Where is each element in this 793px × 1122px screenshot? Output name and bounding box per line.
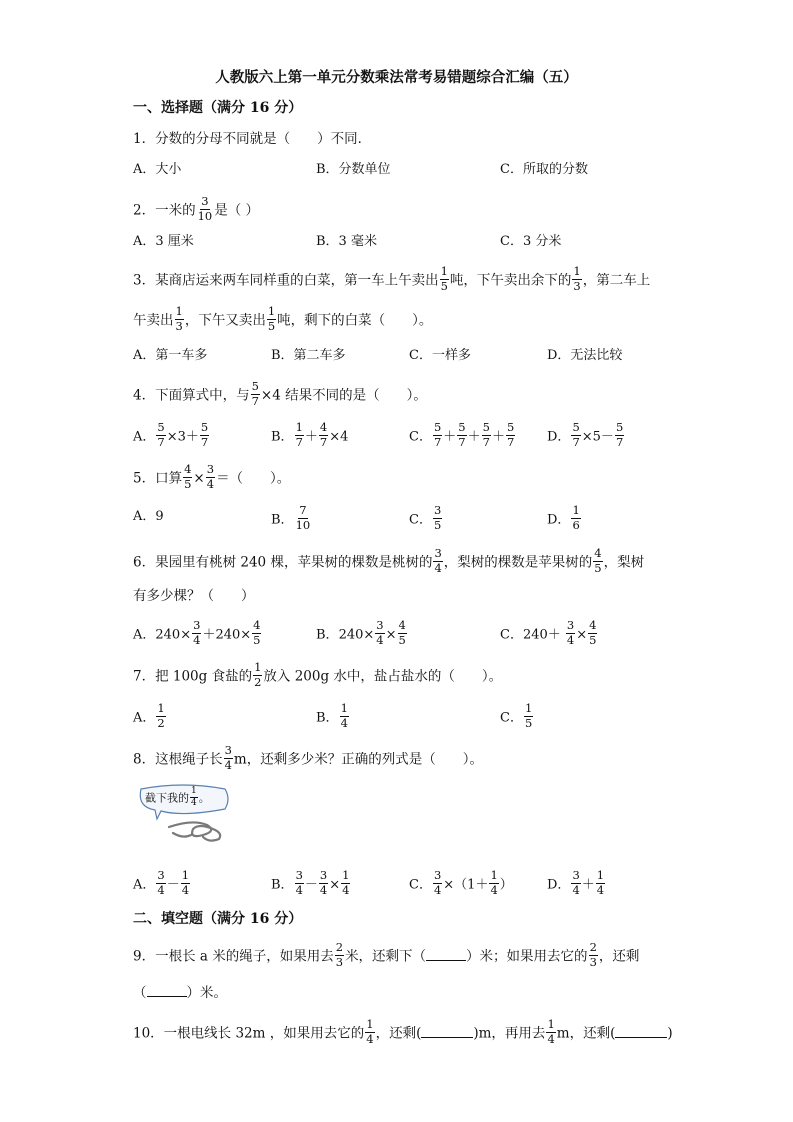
q4-option-d: D． $\frac{5}{7}$ ×5－ $\frac{5}{7}$ — [547, 420, 624, 449]
answer-blank[interactable] — [615, 1037, 667, 1038]
page-title: 人教版六上第一单元分数乘法常考易错题综合汇编（五） — [215, 69, 578, 86]
q8-option-c: C． $\frac{3}{4}$ ×（1＋ $\frac{1}{4}$ ） — [409, 868, 513, 897]
answer-blank[interactable] — [147, 996, 187, 997]
q5-option-a: A．9 — [133, 509, 164, 524]
q5-option-d: D． $\frac{1}{6}$ — [547, 503, 580, 532]
question-9-line-1: 9．一根长 a 米的绳子，如果用去 $\frac{2}{3}$ 米，还剩下（ ）米；如果用去它的 $\frac{2}{3}$ ，还剩 — [133, 940, 640, 969]
question-10: 10．一根电线长 32m ，如果用去它的 $\frac{1}{4}$ ，还剩( )m，再用去 $\frac{1}{4}$ m，还剩( ) — [133, 1017, 673, 1046]
q5-option-c: C． $\frac{3}{5}$ — [409, 503, 442, 532]
q8-option-b: B． $\frac{3}{4}$ － $\frac{3}{4}$ × $\frac{1}{4}$ — [271, 868, 350, 897]
q8-option-a: A． $\frac{3}{4}$ － $\frac{1}{4}$ — [133, 868, 190, 897]
question-3-line-2: 午卖出 $\frac{1}{3}$ ，下午又卖出 $\frac{1}{5}$ 吨，剩下的白菜（ ）。 — [133, 304, 433, 333]
q5-option-b: B． $\frac{7}{10}$ — [271, 503, 311, 532]
rope-illustration — [133, 783, 233, 843]
q2-option-a: A．3 厘米 — [133, 234, 194, 249]
question-1: 1．分数的分母不同就是（ ）不同． — [133, 131, 372, 147]
question-8: 8．这根绳子长 $\frac{3}{4}$ m，还剩多少米？正确的列式是（ ）。 — [133, 743, 483, 772]
q6-option-c: C．240＋ $\frac{3}{4}$ × $\frac{4}{5}$ — [500, 618, 597, 647]
q4-option-b: B． $\frac{1}{7}$ ＋ $\frac{4}{7}$ ×4 — [271, 420, 349, 449]
question-9-line-2: （ ）米。 — [133, 985, 227, 1001]
q3-option-b: B．第二车多 — [271, 348, 346, 363]
fraction: $\frac{3}{10}$ — [197, 194, 213, 223]
question-3-line-1: 3．某商店运来两车同样重的白菜，第一车上午卖出 $\frac{1}{5}$ 吨，下午卖出余下的 $\frac{1}{3}$ ，第二车上 — [133, 264, 651, 293]
q7-option-b: B． $\frac{1}{4}$ — [316, 701, 348, 730]
q3-option-a: A．第一车多 — [133, 348, 208, 363]
question-6-line-2: 有多少棵？（ ） — [133, 588, 255, 604]
question-5: 5．口算 $\frac{4}{5}$ × $\frac{3}{4}$ ＝（ ）。 — [133, 462, 291, 491]
section-heading-choice: 一、选择题（满分 16 分） — [133, 100, 303, 116]
question-2: 2．一米的 $\frac{3}{10}$ 是（ ） — [133, 194, 260, 223]
q6-option-b: B．240× $\frac{3}{4}$ × $\frac{4}{5}$ — [316, 618, 406, 647]
q1-option-b: B．分数单位 — [316, 162, 391, 177]
q6-option-a: A．240× $\frac{3}{4}$ ＋240× $\frac{4}{5}$ — [133, 618, 261, 647]
q8-option-d: D． $\frac{3}{4}$ ＋ $\frac{1}{4}$ — [547, 868, 605, 897]
answer-blank[interactable] — [421, 1037, 473, 1038]
section-heading-fill: 二、填空题（满分 16 分） — [133, 911, 303, 927]
q7-option-a: A． $\frac{1}{2}$ — [133, 701, 165, 730]
q3-option-c: C．一样多 — [409, 348, 471, 363]
bubble-text: 截下我的 $\frac{1}{4}$ 。 — [145, 786, 210, 808]
question-4: 4．下面算式中，与 $\frac{5}{7}$ ×4 结果不同的是（ ）。 — [133, 379, 427, 408]
q7-option-c: C． $\frac{1}{5}$ — [500, 701, 533, 730]
q2-option-c: C．3 分米 — [500, 234, 562, 249]
q4-option-c: C． $\frac{5}{7}$ ＋ $\frac{5}{7}$ ＋ $\frac{5}{7}$ ＋ $\frac{5}{7}$ — [409, 420, 515, 449]
question-6-line-1: 6．果园里有桃树 240 棵，苹果树的棵数是桃树的 $\frac{3}{4}$ ，梨树的棵数是苹果树的 $\frac{4}{5}$ ，梨树 — [133, 546, 645, 575]
q4-option-a: A． $\frac{5}{7}$ ×3＋ $\frac{5}{7}$ — [133, 420, 209, 449]
q3-option-d: D．无法比较 — [547, 348, 623, 363]
q1-option-c: C．所取的分数 — [500, 162, 588, 177]
answer-blank[interactable] — [426, 960, 466, 961]
q2-option-b: B．3 毫米 — [316, 234, 377, 249]
question-7: 7．把 100g 食盐的 $\frac{1}{2}$ 放入 200g 水中，盐占盐水的（ ）。 — [133, 660, 503, 689]
q1-option-a: A．大小 — [133, 162, 182, 177]
